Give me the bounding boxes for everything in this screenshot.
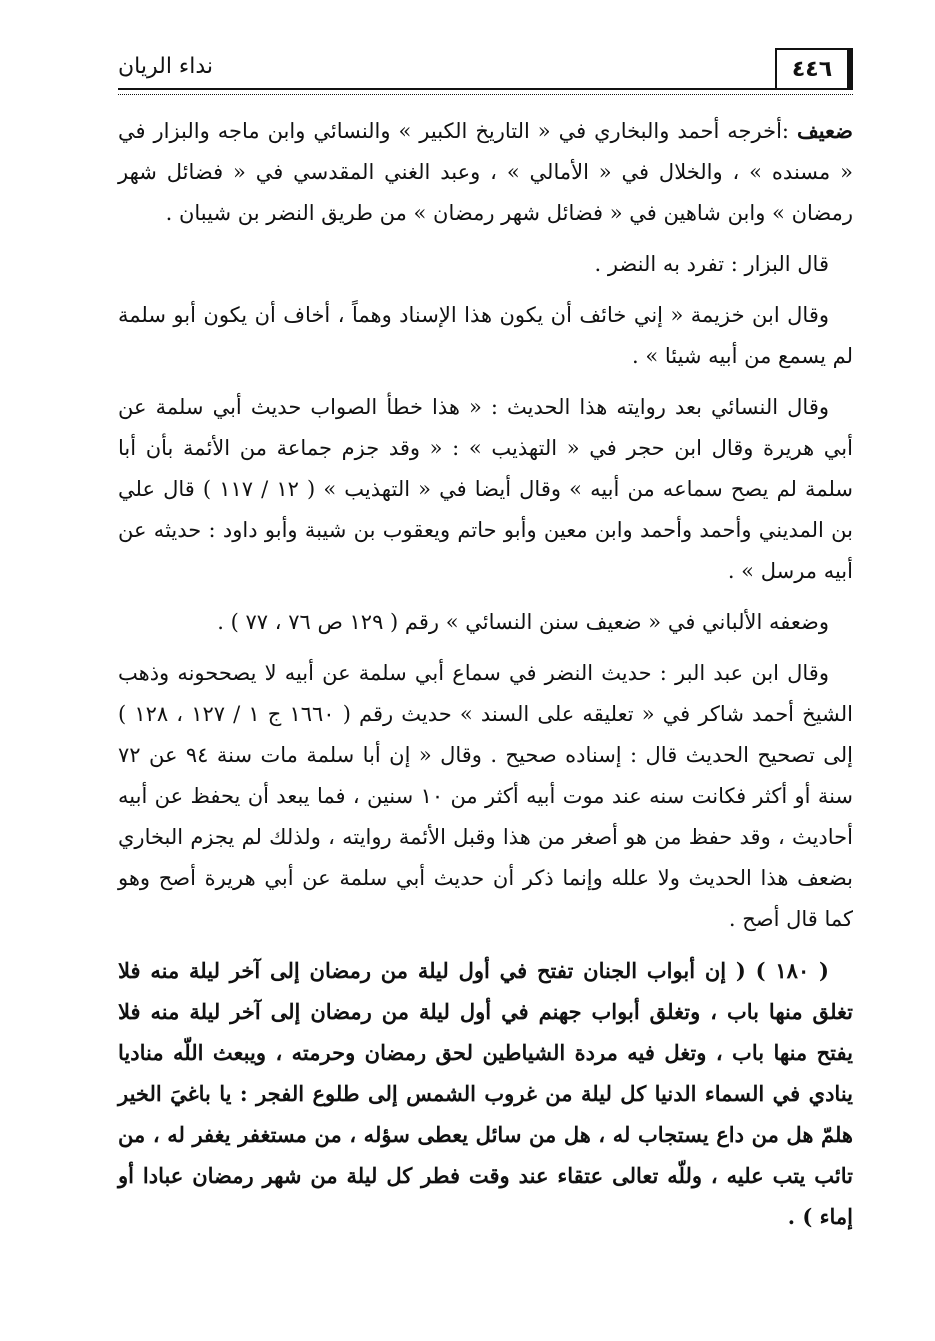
paragraph-ibn-khuzaymah: وقال ابن خزيمة « إني خائف أن يكون هذا الإسناد وهماً ، أخاف أن يكون أبو سلمة لم يسمع من أبيه شيئا » . [118, 303, 853, 368]
paragraph-bazzar: قال البزار : تفرد به النضر . [594, 252, 829, 276]
running-title: نداء الريان [118, 54, 214, 79]
paragraph-albani: وضعفه الألباني في « ضعيف سنن النسائي » رقم ( ١٢٩ ص ٧٦ ، ٧٧ ) . [217, 610, 829, 634]
page-body [118, 110, 853, 1247]
paragraph-nasai: وقال النسائي بعد روايته هذا الحديث : « هذا خطأ الصواب حديث أبي سلمة عن أبي هريرة وقال ابن حجر في « التهذيب » : « وقد جزم جماعة من الأئمة بأن أبا سلمة لم يصح سماعه من أبيه » وقال أيضا في « التهذيب » ( ١٢ / ١١٧ ) قال علي بن المديني وأحمد وأحمد وابن معين وأبو حاتم ويعقوب بن شيبة وأبو داود : حديثه عن أبيه مرسل » . [118, 395, 854, 583]
paragraph-text: :أخرجه أحمد والبخاري في « التاريخ الكبير » والنسائي وابن ماجه والبزار في « مسنده » ، والخلال في « الأمالي » ، وعبد الغني المقدسي في « فضائل شهر رمضان » وابن شاهين في « فضائل شهر رمضان » من طريق النضر بن شيبان . [118, 119, 853, 225]
paragraph-takhrij [118, 110, 853, 234]
paragraph-ibn-abd-al-barr: وقال ابن عبد البر : حديث النضر في سماع أبي سلمة عن أبيه لا يصححونه وذهب الشيخ أحمد شاكر في « تعليقه على السند » حديث رقم ( ١٦٦٠ ج ١ / ١٢٧ ، ١٢٨ ) إلى تصحيح الحديث قال : إسناده صحيح . وقال « إن أبا سلمة مات سنة ٩٤ عن ٧٢ سنة أو أكثر فكانت سنه عند موت أبيه أكثر من ١٠ سنين ، فما يبعد أن يحفظ عن أبيه أحاديث ، وقد حفظ من هو أصغر من هذا وقبل الأئمة روايته ، ولذلك لم يجزم البخاري بضعف هذا الحديث ولا علله وإنما ذكر أن حديث أبي سلمة عن أبي هريرة أصح وهو كما قال أصح . [118, 661, 854, 931]
hadith-text: ( ١٨٠ ) ( إن أبواب الجنان تفتح في أول ليلة من رمضان إلى آخر ليلة منه فلا تغلق منها باب ، وتغلق أبواب جهنم في أول ليلة من رمضان إلى آخر ليلة منه فلا يفتح منها باب ، وتغل فيه مردة الشياطين لحق رمضان وحرمته ، ويبعث اللّه مناديا ينادي في السماء الدنيا كل ليلة من غروب الشمس إلى طلوع الفجر : يا باغيَ الخير هلمّ هل من داع يستجاب له ، هل من سائل يعطى سؤله ، من مستغفر يغفر له ، من تائب يتب عليه ، وللّه تعالى عتقاء عند وقت فطر كل ليلة من شهر رمضان عبادا أو إماء ) . [118, 958, 853, 1229]
grading-label: ضعيف [796, 118, 853, 143]
page-number: ٤٤٦ [775, 48, 853, 88]
page-header [118, 40, 853, 90]
header-divider [118, 88, 853, 95]
